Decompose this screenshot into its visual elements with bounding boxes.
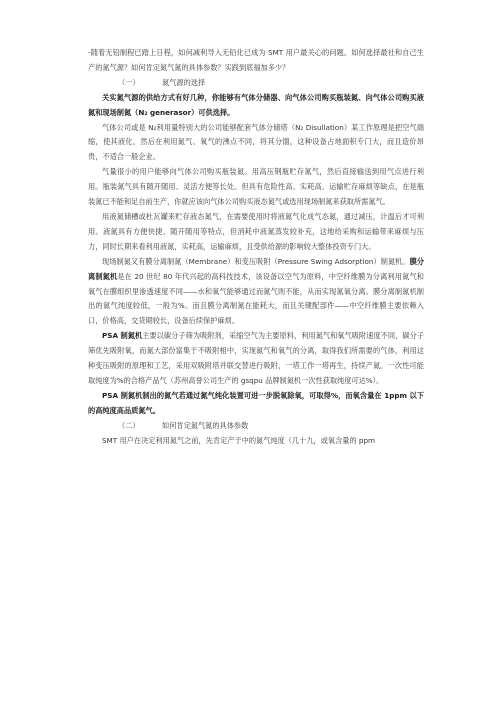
section-title: 氮气源的选择 bbox=[162, 77, 206, 87]
section-number: （二） bbox=[118, 420, 140, 430]
bold-paragraph-psa-purity: PSA 制氮机制出的氮气若通过氮气纯化装置可进一步脱氧除氧，可取得%，而氧含量在 1ppm 以下的高纯度高品质氮气。 bbox=[88, 390, 424, 415]
section-number: （一） bbox=[118, 77, 140, 87]
intro-paragraph: -随着无铅制程已踏上日程，如何减利导入无铅化已成为 SMT 用户最关心的问题。如何选择最社和自己生产的氮气源？如何肯定氮气氮的具体参数？实践到底福加多少？ bbox=[88, 48, 424, 72]
section-heading-1 bbox=[88, 76, 424, 91]
paragraph-distillation: 气体公司或是 N₂利用量特别大的公司能够配套气体分储塔（N₂ Disullation）某工作原理是把空气端缩，使其液化，然后在利用氮气、氧气的沸点不同，将其分馏，这种设备占地面积专门大，而且造价昂贵，不适合一般企业。 bbox=[88, 122, 424, 162]
bold-paragraph-sources: 关实氮气源的供给方式有好几种，你能够有气体分储器、向气体公司购买瓶装氮、向气体公司购买液氮和现场制氮（N₂ generasor）可供选择。 bbox=[88, 92, 424, 117]
paragraph-bottled-nitrogen: 气量很小的用户能够向气体公司购买瓶装氮。用高压钢瓶贮存氮气，然后直接输送到用气点进行利用。瓶装氮气具有随开随用、灵活方便等长处。但具有危险性高、实耗高、运输贮存麻烦等缺点，在是瓶装氮已不能和足自前生产，你就应该向气体公司购买液态氮气或选用现场制氮来获取所需氮气。 bbox=[88, 167, 424, 207]
paragraph-liquid-nitrogen: 用液氮储槽或杜瓦罐来贮存液态氮气，在需要使用时将液氮气化成气态氮，通过减压，计温后才可利用。液氮具有方便快捷、随开随用等特点，但消耗中液氮蒸发较补充，这地给采购和运输带来麻烦与压力，同时长期来看利用液氮，实耗高，运输麻烦，且受供给源的影响较大整体投资专门大。 bbox=[88, 211, 424, 251]
paragraph-psa: PSA 制氮机主要以碳分子筛为吸附剂，采缩空气为主要原料，利用氮气和氧气吸附速度不同，碳分子筛优先吸附氧，而氮大部份富集于不吸附相中，实现氮气和氧气的分离，取得我们所需要的气体，利用这种变压吸附的原理和工艺，采用双吸附塔并联交替进行吸附，一塔工作一塔再生，持续产氮。一次性可能取纯度为%的合格产品气（苏州高誉公司生产的 gsqpu 品牌制氮机一次性获取纯度可达%）。 bbox=[88, 331, 424, 385]
section-title: 如何肯定氮气氮的具体参数 bbox=[162, 420, 249, 430]
document-body bbox=[88, 46, 424, 448]
paragraph-smt-users: SMT 用户在决定利用氮气之前，先肯定产于中的氮气纯度（几十九，或氧含量的 ppm bbox=[102, 435, 376, 445]
paragraph-membrane: 现场制氮又有膜分离制氮（Membrane）和变压吸附（Pressure Swing Adsorption）制氮机。膜分离制氮机是在 20 世纪 80 年代兴起的高科技技术，该设备以空气为原料，中空纤维膜为分离利用氮气和氧气在膜组织里渗透速度不同——水和氧气能够通过而氮气则不能，从而实现氮氧分离。膜分离制氮机制出的氮气纯度较低，一般为%。而且膜分离制氮在能耗大，而且关键配部件——中空纤维膜主要依赖入口，价格高，交货期较长，设备后续保护麻烦。 bbox=[88, 256, 424, 326]
section-heading-2 bbox=[88, 419, 424, 434]
